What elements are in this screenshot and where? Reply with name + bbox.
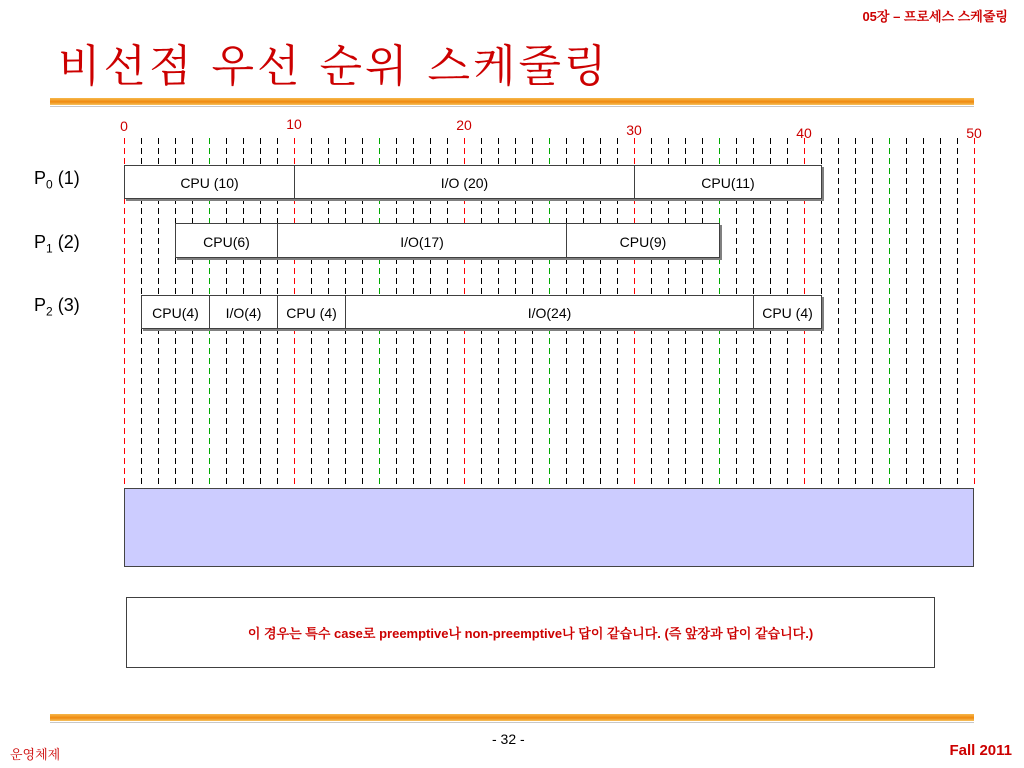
tick-label: 30 — [626, 122, 642, 138]
io-burst-p1-1: I/O(17) — [277, 223, 567, 258]
bottom-rule-thin — [50, 722, 974, 723]
process-name: P — [34, 295, 47, 315]
tick-label: 40 — [796, 125, 812, 141]
io-burst-p2-1: I/O(4) — [209, 295, 278, 329]
cpu-burst-p2-2: CPU (4) — [277, 295, 346, 329]
process-priority: (1) — [57, 168, 80, 188]
process-index: 0 — [46, 177, 53, 192]
tick-label: 20 — [456, 117, 472, 133]
process-name: P — [34, 232, 47, 252]
io-burst-p0-1: I/O (20) — [294, 165, 635, 199]
cpu-burst-p0-0: CPU (10) — [124, 165, 295, 199]
footer-term: Fall 2011 — [949, 742, 1012, 759]
answer-area[interactable] — [124, 488, 974, 567]
process-priority: (2) — [57, 232, 80, 252]
footer-course: 운영체제 — [10, 747, 61, 762]
process-priority: (3) — [57, 295, 80, 315]
chapter-header: 05장 – 프로세스 스케줄링 — [862, 9, 1008, 24]
page-number: - 32 - — [492, 731, 525, 747]
tick-label: 10 — [286, 116, 302, 132]
bottom-rule — [50, 714, 974, 721]
note-text: 이 경우는 특수 case로 preemptive나 non-preemptive나 답이 같습니다. (즉 앞장과 답이 같습니다.) — [247, 626, 814, 641]
io-burst-p2-3: I/O(24) — [345, 295, 754, 329]
note-box — [126, 597, 935, 668]
cpu-burst-p1-2: CPU(9) — [566, 223, 720, 258]
cpu-burst-p1-0: CPU(6) — [175, 223, 278, 258]
process-name: P — [34, 168, 47, 188]
cpu-burst-p2-4: CPU (4) — [753, 295, 822, 329]
tick-label: 50 — [966, 125, 982, 141]
page-title: 비선점 우선 순위 스케줄링 — [58, 41, 610, 92]
cpu-burst-p0-2: CPU(11) — [634, 165, 822, 199]
process-label-p0 — [34, 168, 80, 192]
tick-label: 0 — [120, 118, 128, 134]
process-label-p2 — [34, 295, 80, 319]
process-index: 1 — [46, 241, 53, 256]
process-label-p1 — [34, 232, 80, 256]
process-index: 2 — [46, 304, 53, 319]
cpu-burst-p2-0: CPU(4) — [141, 295, 210, 329]
